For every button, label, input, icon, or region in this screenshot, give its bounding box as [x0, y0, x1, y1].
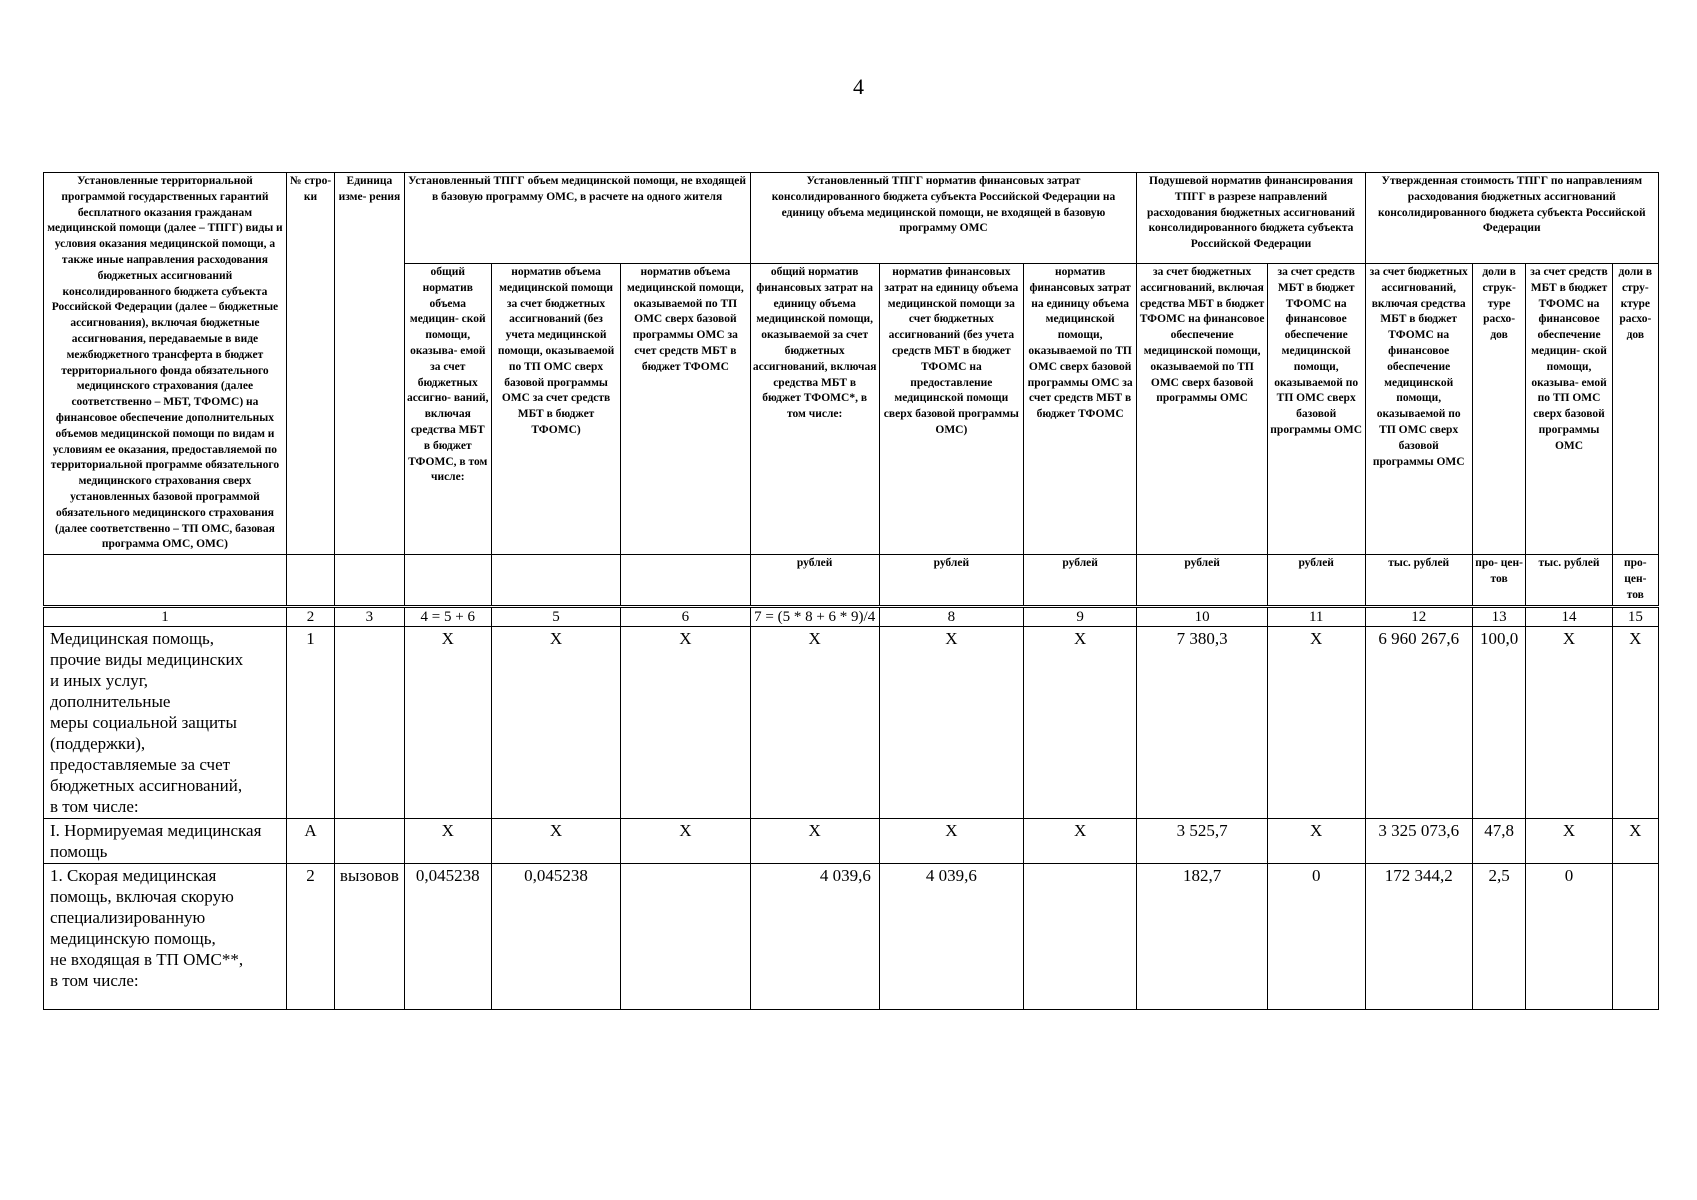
table-cell: Х	[621, 819, 750, 864]
table-cell: Х	[404, 819, 491, 864]
column-number: 9	[1023, 607, 1137, 627]
table-cell: Х	[1267, 627, 1365, 819]
table-cell: Х	[621, 627, 750, 819]
header-sub-6: норматив объема медицинской помощи, оказываемой по ТП ОМС сверх базовой программы ОМС за счет средств МБТ в бюджет ТФОМС	[621, 264, 750, 555]
unit-cell: рублей	[1267, 555, 1365, 607]
header-row-units	[44, 555, 1659, 607]
table-cell: 3 325 073,6	[1365, 819, 1472, 864]
table-cell: 4 039,6	[879, 864, 1023, 1010]
table-cell: Х	[1612, 819, 1658, 864]
header-sub-9: норматив финансовых затрат на единицу объема медицинской помощи, оказываемой по ТП ОМС сверх базовой программы ОМС за счет средств МБТ в бюджет ТФОМС	[1023, 264, 1137, 555]
header-sub-10: за счет бюджетных ассигнований, включая средства МБТ в бюджет ТФОМС на финансовое обеспечение медицинской помощи, оказываемой по ТП ОМС сверх базовой программы ОМС	[1137, 264, 1267, 555]
table-cell: Х	[1526, 819, 1612, 864]
column-number: 6	[621, 607, 750, 627]
unit-cell: тыс. рублей	[1365, 555, 1472, 607]
table-row	[44, 819, 1659, 864]
header-sub-5: норматив объема медицинской помощи за счет бюджетных ассигнований (без учета медицинской помощи, оказываемой по ТП ОМС сверх базовой программы ОМС за счет средств МБТ в бюджет ТФОМС)	[491, 264, 620, 555]
table-cell: Х	[491, 819, 620, 864]
table-row	[44, 864, 1659, 1010]
header-sub-7: общий норматив финансовых затрат на единицу объема медицинской помощи, оказываемой за счет бюджетных ассигнований, включая средства МБТ в бюджет ТФОМС*, в том числе:	[750, 264, 879, 555]
row-number: 2	[286, 864, 334, 1010]
table-cell: Х	[491, 627, 620, 819]
column-number: 10	[1137, 607, 1267, 627]
unit-cell	[335, 555, 404, 607]
column-number: 8	[879, 607, 1023, 627]
table-cell: 0,045238	[404, 864, 491, 1010]
header-row-groups	[44, 173, 1659, 264]
table-cell: Х	[1267, 819, 1365, 864]
table-cell: 0	[1526, 864, 1612, 1010]
table-cell: 6 960 267,6	[1365, 627, 1472, 819]
unit-cell	[44, 555, 287, 607]
table-cell: 100,0	[1472, 627, 1526, 819]
header-group-percapita: Подушевой норматив финансирования ТПГГ в разрезе направлений расходования бюджетных ассигнований консолидированного бюджета субъекта Российской Федерации	[1137, 173, 1365, 264]
column-number: 2	[286, 607, 334, 627]
table-cell: 172 344,2	[1365, 864, 1472, 1010]
header-group-norm: Установленный ТПГГ норматив финансовых затрат консолидированного бюджета субъекта Российской Федерации на единицу объема медицинской помощи, не входящей в базовую программу ОМС	[750, 173, 1137, 264]
header-group-cost: Утвержденная стоимость ТПГГ по направлениям расходования бюджетных ассигнований консолидированного бюджета субъекта Российской Федерации	[1365, 173, 1658, 264]
table-cell: 47,8	[1472, 819, 1526, 864]
column-number-row	[44, 607, 1659, 627]
row-number: А	[286, 819, 334, 864]
column-number: 1	[44, 607, 287, 627]
table-cell: 3 525,7	[1137, 819, 1267, 864]
table-cell: Х	[879, 627, 1023, 819]
header-sub-14: за счет средств МБТ в бюджет ТФОМС на финансовое обеспечение медицин- ской помощи, оказыва- емой по ТП ОМС сверх базовой программы ОМС	[1526, 264, 1612, 555]
table-cell: Х	[1612, 627, 1658, 819]
column-number: 11	[1267, 607, 1365, 627]
column-number: 13	[1472, 607, 1526, 627]
table-cell	[1023, 864, 1137, 1010]
header-sub-13: доли в струк- туре расхо- дов	[1472, 264, 1526, 555]
column-number: 7 = (5 * 8 + 6 * 9)/4	[750, 607, 879, 627]
row-number: 1	[286, 627, 334, 819]
column-number: 3	[335, 607, 404, 627]
table-cell: Х	[750, 627, 879, 819]
column-number: 5	[491, 607, 620, 627]
header-col-2: № стро- ки	[286, 173, 334, 555]
unit-cell	[491, 555, 620, 607]
header-group-volume: Установленный ТПГГ объем медицинской помощи, не входящей в базовую программу ОМС, в расчете на одного жителя	[404, 173, 750, 264]
unit-cell: рублей	[1023, 555, 1137, 607]
header-sub-15: доли в стру- ктуре расхо- дов	[1612, 264, 1658, 555]
row-name: Медицинская помощь, прочие виды медицинских и иных услуг, дополнительные меры социальной защиты (поддержки), предоставляемые за счет бюджетных ассигнований, в том числе:	[44, 627, 287, 819]
table-cell: Х	[404, 627, 491, 819]
row-name: I. Нормируемая медицинская помощь	[44, 819, 287, 864]
row-unit	[335, 819, 404, 864]
table-cell: 2,5	[1472, 864, 1526, 1010]
unit-cell	[621, 555, 750, 607]
header-col-1: Установленные территориальной программой государственных гарантий бесплатного оказания гражданам медицинской помощи (далее – ТПГГ) виды и условия оказания медицинской помощи, а также иные направления расходования бюджетных ассигнований консолидированного бюджета субъекта Российской Федерации (далее – бюджетные ассигнования), включая бюджетные ассигнования, передаваемые в виде межбюджетного трансферта в бюджет территориального фонда обязательного медицинского страхования (далее соответственно – МБТ, ТФОМС) на финансовое обеспечение дополнительных объемов медицинской помощи по видам и условиям ее оказания, предоставляемой по территориальной программе обязательного медицинского страхования сверх установленных базовой программой обязательного медицинского страхования (далее соответственно – ТП ОМС, базовая программа ОМС, ОМС)	[44, 173, 287, 555]
table-cell	[1612, 864, 1658, 1010]
table-cell: 0	[1267, 864, 1365, 1010]
table-cell: Х	[1023, 819, 1137, 864]
table-cell: Х	[750, 819, 879, 864]
table-cell: Х	[879, 819, 1023, 864]
unit-cell: тыс. рублей	[1526, 555, 1612, 607]
unit-cell: рублей	[879, 555, 1023, 607]
column-number: 15	[1612, 607, 1658, 627]
unit-cell: про- цен- тов	[1472, 555, 1526, 607]
unit-cell	[286, 555, 334, 607]
column-number: 12	[1365, 607, 1472, 627]
unit-cell: рублей	[750, 555, 879, 607]
unit-cell: про- цен- тов	[1612, 555, 1658, 607]
unit-cell: рублей	[1137, 555, 1267, 607]
header-sub-12: за счет бюджетных ассигнований, включая средства МБТ в бюджет ТФОМС на финансовое обеспечение медицинской помощи, оказываемой по ТП ОМС сверх базовой программы ОМС	[1365, 264, 1472, 555]
table-cell: 182,7	[1137, 864, 1267, 1010]
unit-cell	[404, 555, 491, 607]
table-row	[44, 627, 1659, 819]
header-sub-8: норматив финансовых затрат на единицу объема медицинской помощи за счет бюджетных ассигнований (без учета средств МБТ в бюджет ТФОМС на предоставление медицинской помощи сверх базовой программы ОМС)	[879, 264, 1023, 555]
column-number: 14	[1526, 607, 1612, 627]
header-col-3: Единица изме- рения	[335, 173, 404, 555]
table-cell	[621, 864, 750, 1010]
header-sub-11: за счет средств МБТ в бюджет ТФОМС на финансовое обеспечение медицинской помощи, оказываемой по ТП ОМС сверх базовой программы ОМС	[1267, 264, 1365, 555]
column-number: 4 = 5 + 6	[404, 607, 491, 627]
row-unit	[335, 627, 404, 819]
table-cell: Х	[1526, 627, 1612, 819]
row-unit: вызовов	[335, 864, 404, 1010]
table-cell: 7 380,3	[1137, 627, 1267, 819]
page-number: 4	[853, 74, 864, 99]
header-sub-4: общий норматив объема медицин- ской помощи, оказыва- емой за счет бюджетных ассигно- ваний, включая средства МБТ в бюджет ТФОМС, в том числе:	[404, 264, 491, 555]
table-cell: 4 039,6	[750, 864, 879, 1010]
table-cell: 0,045238	[491, 864, 620, 1010]
row-name: 1. Скорая медицинская помощь, включая скорую специализированную медицинскую помощь, не входящая в ТП ОМС**, в том числе:	[44, 864, 287, 1010]
table-cell: Х	[1023, 627, 1137, 819]
financing-table	[43, 172, 1659, 1010]
